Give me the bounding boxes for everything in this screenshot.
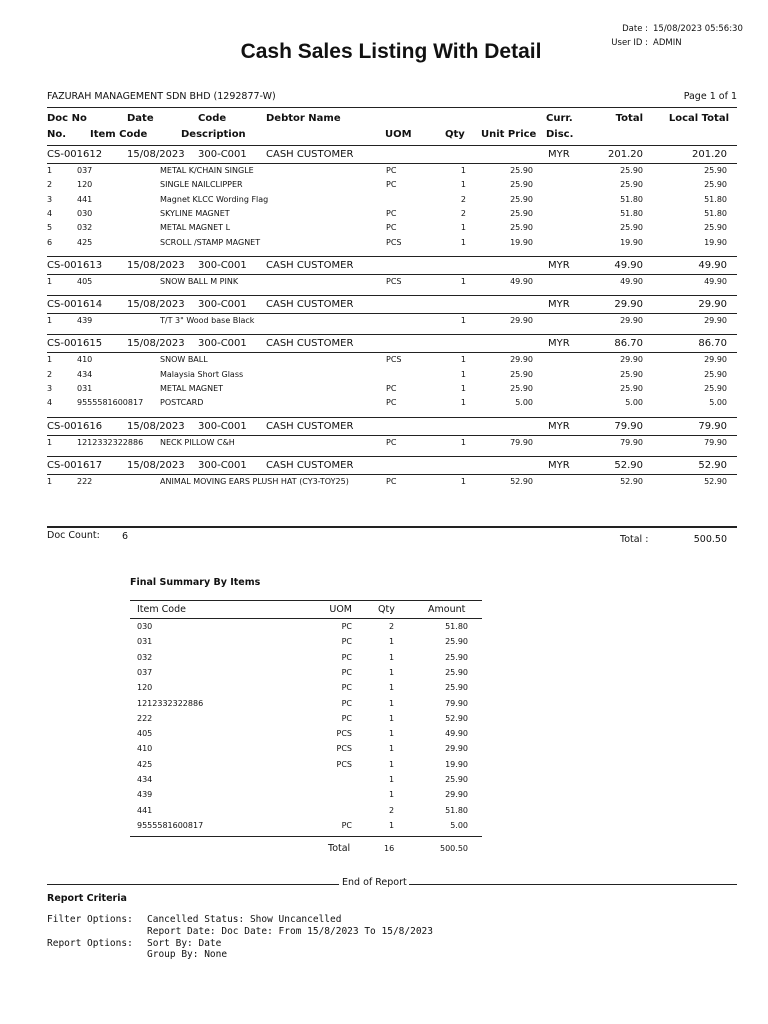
item-qty: 1	[460, 166, 466, 175]
doc-currency: MYR	[548, 259, 570, 271]
summary-item-code: 425	[137, 759, 153, 769]
doc-rule	[47, 352, 737, 353]
summary-title: Final Summary By Items	[130, 577, 261, 588]
summary-qty: 1	[389, 683, 395, 693]
item-total: 25.90	[620, 369, 643, 379]
col-date: Date	[127, 113, 154, 124]
doc-date: 15/08/2023	[127, 338, 185, 350]
item-code: 410	[77, 355, 93, 365]
col-local-total: Local Total	[668, 113, 729, 124]
item-unit-price: 79.90	[510, 437, 533, 447]
item-local-total: 25.90	[704, 384, 727, 393]
item-total: 49.90	[620, 276, 643, 286]
item-local-total: 29.90	[704, 355, 727, 365]
item-code: 425	[77, 237, 93, 247]
item-uom: PCS	[386, 276, 402, 286]
date-label: Date :	[622, 24, 648, 34]
item-line-no: 2	[47, 180, 53, 190]
item-uom: PCS	[386, 355, 402, 365]
doc-local-total: 201.20	[692, 149, 727, 160]
summary-qty: 1	[389, 775, 395, 784]
summary-rule-bottom	[130, 836, 482, 837]
item-uom: PC	[386, 384, 397, 393]
col-curr: Curr.	[546, 113, 573, 124]
doc-local-total: 52.90	[698, 459, 727, 471]
summary-qty: 1	[389, 698, 395, 708]
item-code: 1212332322886	[77, 437, 144, 447]
doc-number: CS-001614	[47, 299, 103, 311]
col-uom: UOM	[385, 129, 412, 140]
item-unit-price: 25.90	[510, 384, 533, 393]
doc-currency: MYR	[548, 420, 570, 432]
doc-separator	[47, 456, 737, 457]
summary-rule-header	[130, 618, 482, 619]
summary-col-item-code: Item Code	[137, 604, 186, 615]
doc-date: 15/08/2023	[127, 259, 185, 271]
criteria-value: Cancelled Status: Show Uncancelled	[147, 914, 342, 925]
item-description: ANIMAL MOVING EARS PLUSH HAT (CY3-TOY25)	[160, 476, 349, 486]
item-local-total: 52.90	[704, 476, 727, 486]
item-qty: 1	[460, 355, 466, 365]
item-uom: PCS	[386, 237, 402, 247]
doc-local-total: 86.70	[698, 338, 727, 350]
grand-total-value: 500.50	[693, 534, 727, 545]
doc-debtor: CASH CUSTOMER	[266, 259, 354, 271]
item-description: METAL K/CHAIN SINGLE	[160, 166, 254, 175]
doc-debtor: CASH CUSTOMER	[266, 338, 354, 350]
item-line-no: 4	[47, 208, 53, 218]
item-code: 037	[77, 166, 93, 175]
summary-uom: PC	[341, 713, 352, 723]
item-line-no: 6	[47, 237, 53, 247]
col-qty: Qty	[445, 129, 465, 140]
item-qty: 1	[460, 476, 466, 486]
item-qty: 1	[460, 180, 466, 190]
header-rule-bottom	[47, 145, 737, 146]
item-qty: 1	[460, 316, 466, 326]
doc-currency: MYR	[548, 149, 570, 160]
col-item-code: Item Code	[90, 129, 148, 140]
summary-item-code: 441	[137, 805, 153, 815]
item-description: METAL MAGNET L	[160, 223, 231, 233]
summary-qty: 1	[389, 667, 395, 677]
summary-total-amount: 500.50	[440, 844, 468, 853]
criteria-value: Sort By: Date	[147, 937, 222, 949]
item-local-total: 25.90	[704, 369, 727, 379]
doc-total: 86.70	[614, 338, 643, 350]
doc-date: 15/08/2023	[127, 420, 185, 432]
header-rule-top	[47, 107, 737, 108]
doc-debtor: CASH CUSTOMER	[266, 420, 354, 432]
item-code: 032	[77, 223, 93, 233]
summary-uom: PCS	[336, 729, 352, 739]
item-qty: 1	[460, 369, 466, 379]
criteria-value: Report Date: Doc Date: From 15/8/2023 To 15/8/2023	[147, 925, 433, 937]
item-qty: 1	[460, 276, 466, 286]
doc-rule	[47, 163, 737, 164]
col-description: Description	[181, 129, 246, 140]
item-total: 29.90	[620, 316, 643, 326]
doc-number: CS-001615	[47, 338, 103, 350]
doc-total: 52.90	[614, 459, 643, 471]
item-qty: 2	[460, 208, 466, 218]
summary-amount: 5.00	[450, 820, 468, 830]
item-description: Magnet KLCC Wording Flag	[160, 194, 269, 204]
doc-debtor: CASH CUSTOMER	[266, 149, 354, 160]
col-doc-no: Doc No	[47, 113, 87, 124]
summary-amount: 25.90	[445, 652, 468, 662]
item-line-no: 1	[47, 276, 53, 286]
item-line-no: 5	[47, 223, 53, 233]
doc-number: CS-001613	[47, 259, 103, 271]
doc-total: 201.20	[608, 149, 643, 160]
doc-date: 15/08/2023	[127, 299, 185, 311]
item-line-no: 1	[47, 166, 53, 175]
summary-amount: 51.80	[445, 622, 468, 631]
item-line-no: 1	[47, 355, 53, 365]
item-unit-price: 29.90	[510, 355, 533, 365]
item-local-total: 79.90	[704, 437, 727, 447]
summary-uom: PC	[341, 637, 352, 647]
item-local-total: 19.90	[704, 237, 727, 247]
doc-code: 300-C001	[198, 338, 247, 350]
item-uom: PC	[386, 398, 397, 408]
summary-amount: 25.90	[445, 775, 468, 784]
summary-item-code: 120	[137, 683, 153, 693]
summary-item-code: 032	[137, 652, 153, 662]
item-total: 29.90	[620, 355, 643, 365]
item-local-total: 5.00	[709, 398, 727, 408]
item-unit-price: 25.90	[510, 180, 533, 190]
item-total: 19.90	[620, 237, 643, 247]
doc-date: 15/08/2023	[127, 459, 185, 471]
user-id-label: User ID :	[611, 38, 648, 48]
summary-amount: 29.90	[445, 744, 468, 754]
summary-amount: 29.90	[445, 790, 468, 800]
summary-qty: 1	[389, 637, 395, 647]
item-code: 439	[77, 316, 93, 326]
item-total: 52.90	[620, 476, 643, 486]
summary-amount: 25.90	[445, 683, 468, 693]
item-line-no: 2	[47, 369, 53, 379]
item-unit-price: 29.90	[510, 316, 533, 326]
summary-col-uom: UOM	[329, 604, 352, 615]
doc-count-label: Doc Count:	[47, 530, 100, 541]
item-qty: 1	[460, 384, 466, 393]
summary-qty: 2	[389, 622, 395, 631]
item-unit-price: 49.90	[510, 276, 533, 286]
criteria-title: Report Criteria	[47, 893, 127, 904]
doc-separator	[47, 334, 737, 335]
summary-uom: PC	[341, 698, 352, 708]
doc-code: 300-C001	[198, 299, 247, 311]
item-qty: 1	[460, 223, 466, 233]
doc-rule	[47, 435, 737, 436]
item-description: NECK PILLOW C&H	[160, 437, 235, 447]
item-local-total: 29.90	[704, 316, 727, 326]
summary-amount: 51.80	[445, 805, 468, 815]
end-rule-right	[409, 884, 737, 885]
summary-uom: PC	[341, 667, 352, 677]
item-line-no: 3	[47, 194, 53, 204]
listing-end-rule	[47, 526, 737, 528]
item-code: 030	[77, 208, 93, 218]
item-uom: PC	[386, 437, 397, 447]
date-value: 15/08/2023 05:56:30	[653, 24, 743, 34]
item-code: 434	[77, 369, 93, 379]
item-description: POSTCARD	[160, 398, 204, 408]
doc-local-total: 49.90	[698, 259, 727, 271]
item-total: 5.00	[625, 398, 643, 408]
summary-item-code: 439	[137, 790, 153, 800]
item-code: 405	[77, 276, 93, 286]
item-unit-price: 25.90	[510, 369, 533, 379]
doc-total: 49.90	[614, 259, 643, 271]
item-code: 120	[77, 180, 93, 190]
item-total: 25.90	[620, 384, 643, 393]
summary-item-code: 031	[137, 637, 153, 647]
col-no: No.	[47, 129, 67, 140]
item-total: 79.90	[620, 437, 643, 447]
doc-debtor: CASH CUSTOMER	[266, 459, 354, 471]
item-unit-price: 25.90	[510, 166, 533, 175]
item-line-no: 1	[47, 316, 53, 326]
summary-total-label: Total	[328, 843, 351, 854]
item-description: METAL MAGNET	[160, 384, 224, 393]
doc-debtor: CASH CUSTOMER	[266, 299, 354, 311]
item-unit-price: 25.90	[510, 223, 533, 233]
col-unit-price: Unit Price	[481, 129, 537, 140]
item-description: SCROLL /STAMP MAGNET	[160, 237, 261, 247]
item-line-no: 1	[47, 476, 53, 486]
summary-col-qty: Qty	[378, 604, 395, 615]
item-uom: PC	[386, 476, 397, 486]
doc-rule	[47, 313, 737, 314]
item-total: 25.90	[620, 166, 643, 175]
col-disc: Disc.	[546, 129, 574, 140]
item-code: 441	[77, 194, 93, 204]
item-uom: PC	[386, 208, 397, 218]
doc-separator	[47, 417, 737, 418]
criteria-label: Filter Options:	[47, 914, 133, 925]
col-debtor-name: Debtor Name	[266, 113, 341, 124]
item-line-no: 4	[47, 398, 53, 408]
item-unit-price: 52.90	[510, 476, 533, 486]
col-total: Total	[615, 113, 643, 124]
doc-code: 300-C001	[198, 149, 247, 160]
item-local-total: 51.80	[704, 208, 727, 218]
summary-amount: 25.90	[445, 637, 468, 647]
col-code: Code	[198, 113, 227, 124]
doc-separator	[47, 295, 737, 296]
doc-rule	[47, 274, 737, 275]
item-line-no: 3	[47, 384, 53, 393]
doc-local-total: 29.90	[698, 299, 727, 311]
item-uom: PC	[386, 180, 397, 190]
summary-amount: 49.90	[445, 729, 468, 739]
item-local-total: 25.90	[704, 223, 727, 233]
doc-code: 300-C001	[198, 259, 247, 271]
doc-currency: MYR	[548, 459, 570, 471]
summary-uom: PCS	[336, 744, 352, 754]
doc-code: 300-C001	[198, 459, 247, 471]
summary-uom: PC	[341, 820, 352, 830]
doc-separator	[47, 256, 737, 257]
summary-col-amount: Amount	[428, 604, 466, 615]
doc-number: CS-001616	[47, 420, 103, 432]
doc-number: CS-001617	[47, 459, 103, 471]
item-total: 51.80	[620, 208, 643, 218]
summary-amount: 19.90	[445, 759, 468, 769]
item-description: T/T 3" Wood base Black	[160, 316, 255, 326]
item-total: 51.80	[620, 194, 643, 204]
doc-code: 300-C001	[198, 420, 247, 432]
doc-rule	[47, 474, 737, 475]
item-description: SNOW BALL	[160, 355, 208, 365]
doc-currency: MYR	[548, 299, 570, 311]
summary-amount: 79.90	[445, 698, 468, 708]
item-local-total: 25.90	[704, 166, 727, 175]
summary-item-code: 037	[137, 667, 153, 677]
item-description: SKYLINE MAGNET	[160, 208, 230, 218]
criteria-value: Group By: None	[147, 949, 228, 961]
item-unit-price: 25.90	[510, 194, 533, 204]
page-number: Page 1 of 1	[683, 91, 737, 102]
item-unit-price: 5.00	[515, 398, 533, 408]
item-qty: 1	[460, 237, 466, 247]
summary-uom: PC	[341, 683, 352, 693]
summary-item-code: 9555581600817	[137, 820, 204, 830]
summary-uom: PC	[341, 652, 352, 662]
doc-number: CS-001612	[47, 149, 103, 160]
summary-qty: 1	[389, 744, 395, 754]
item-code: 222	[77, 476, 93, 486]
item-description: Malaysia Short Glass	[160, 369, 244, 379]
summary-total-qty: 16	[384, 844, 395, 853]
summary-qty: 1	[389, 652, 395, 662]
grand-total-label: Total :	[620, 534, 649, 545]
summary-rule-top	[130, 600, 482, 601]
summary-qty: 1	[389, 820, 395, 830]
item-local-total: 25.90	[704, 180, 727, 190]
item-uom: PC	[386, 223, 397, 233]
summary-item-code: 410	[137, 744, 153, 754]
item-local-total: 51.80	[704, 194, 727, 204]
item-description: SNOW BALL M PINK	[160, 276, 239, 286]
summary-qty: 2	[389, 805, 395, 815]
summary-amount: 52.90	[445, 713, 468, 723]
doc-total: 79.90	[614, 420, 643, 432]
summary-item-code: 434	[137, 775, 153, 784]
item-code: 031	[77, 384, 93, 393]
report-title: Cash Sales Listing With Detail	[240, 40, 542, 63]
end-of-report: End of Report	[342, 877, 407, 888]
summary-amount: 25.90	[445, 667, 468, 677]
user-id-value: ADMIN	[653, 38, 682, 48]
summary-qty: 1	[389, 729, 395, 739]
criteria-label: Report Options:	[47, 937, 133, 949]
doc-count-value: 6	[122, 531, 129, 542]
item-qty: 1	[460, 398, 466, 408]
end-rule-left	[47, 884, 339, 885]
doc-local-total: 79.90	[698, 420, 727, 432]
item-unit-price: 19.90	[510, 237, 533, 247]
item-description: SINGLE NAILCLIPPER	[160, 180, 243, 190]
item-line-no: 1	[47, 437, 53, 447]
doc-date: 15/08/2023	[127, 149, 185, 160]
doc-total: 29.90	[614, 299, 643, 311]
item-uom: PC	[386, 166, 397, 175]
item-total: 25.90	[620, 180, 643, 190]
summary-qty: 1	[389, 790, 395, 800]
item-unit-price: 25.90	[510, 208, 533, 218]
item-qty: 1	[460, 437, 466, 447]
item-qty: 2	[460, 194, 466, 204]
summary-item-code: 030	[137, 622, 153, 631]
item-code: 9555581600817	[77, 398, 144, 408]
item-total: 25.90	[620, 223, 643, 233]
summary-item-code: 405	[137, 729, 153, 739]
summary-qty: 1	[389, 713, 395, 723]
company-name: FAZURAH MANAGEMENT SDN BHD (1292877-W)	[47, 91, 276, 102]
summary-item-code: 1212332322886	[137, 698, 204, 708]
doc-currency: MYR	[548, 338, 570, 350]
summary-uom: PC	[341, 622, 352, 631]
summary-uom: PCS	[336, 759, 352, 769]
summary-item-code: 222	[137, 713, 153, 723]
item-local-total: 49.90	[704, 276, 727, 286]
summary-qty: 1	[389, 759, 395, 769]
